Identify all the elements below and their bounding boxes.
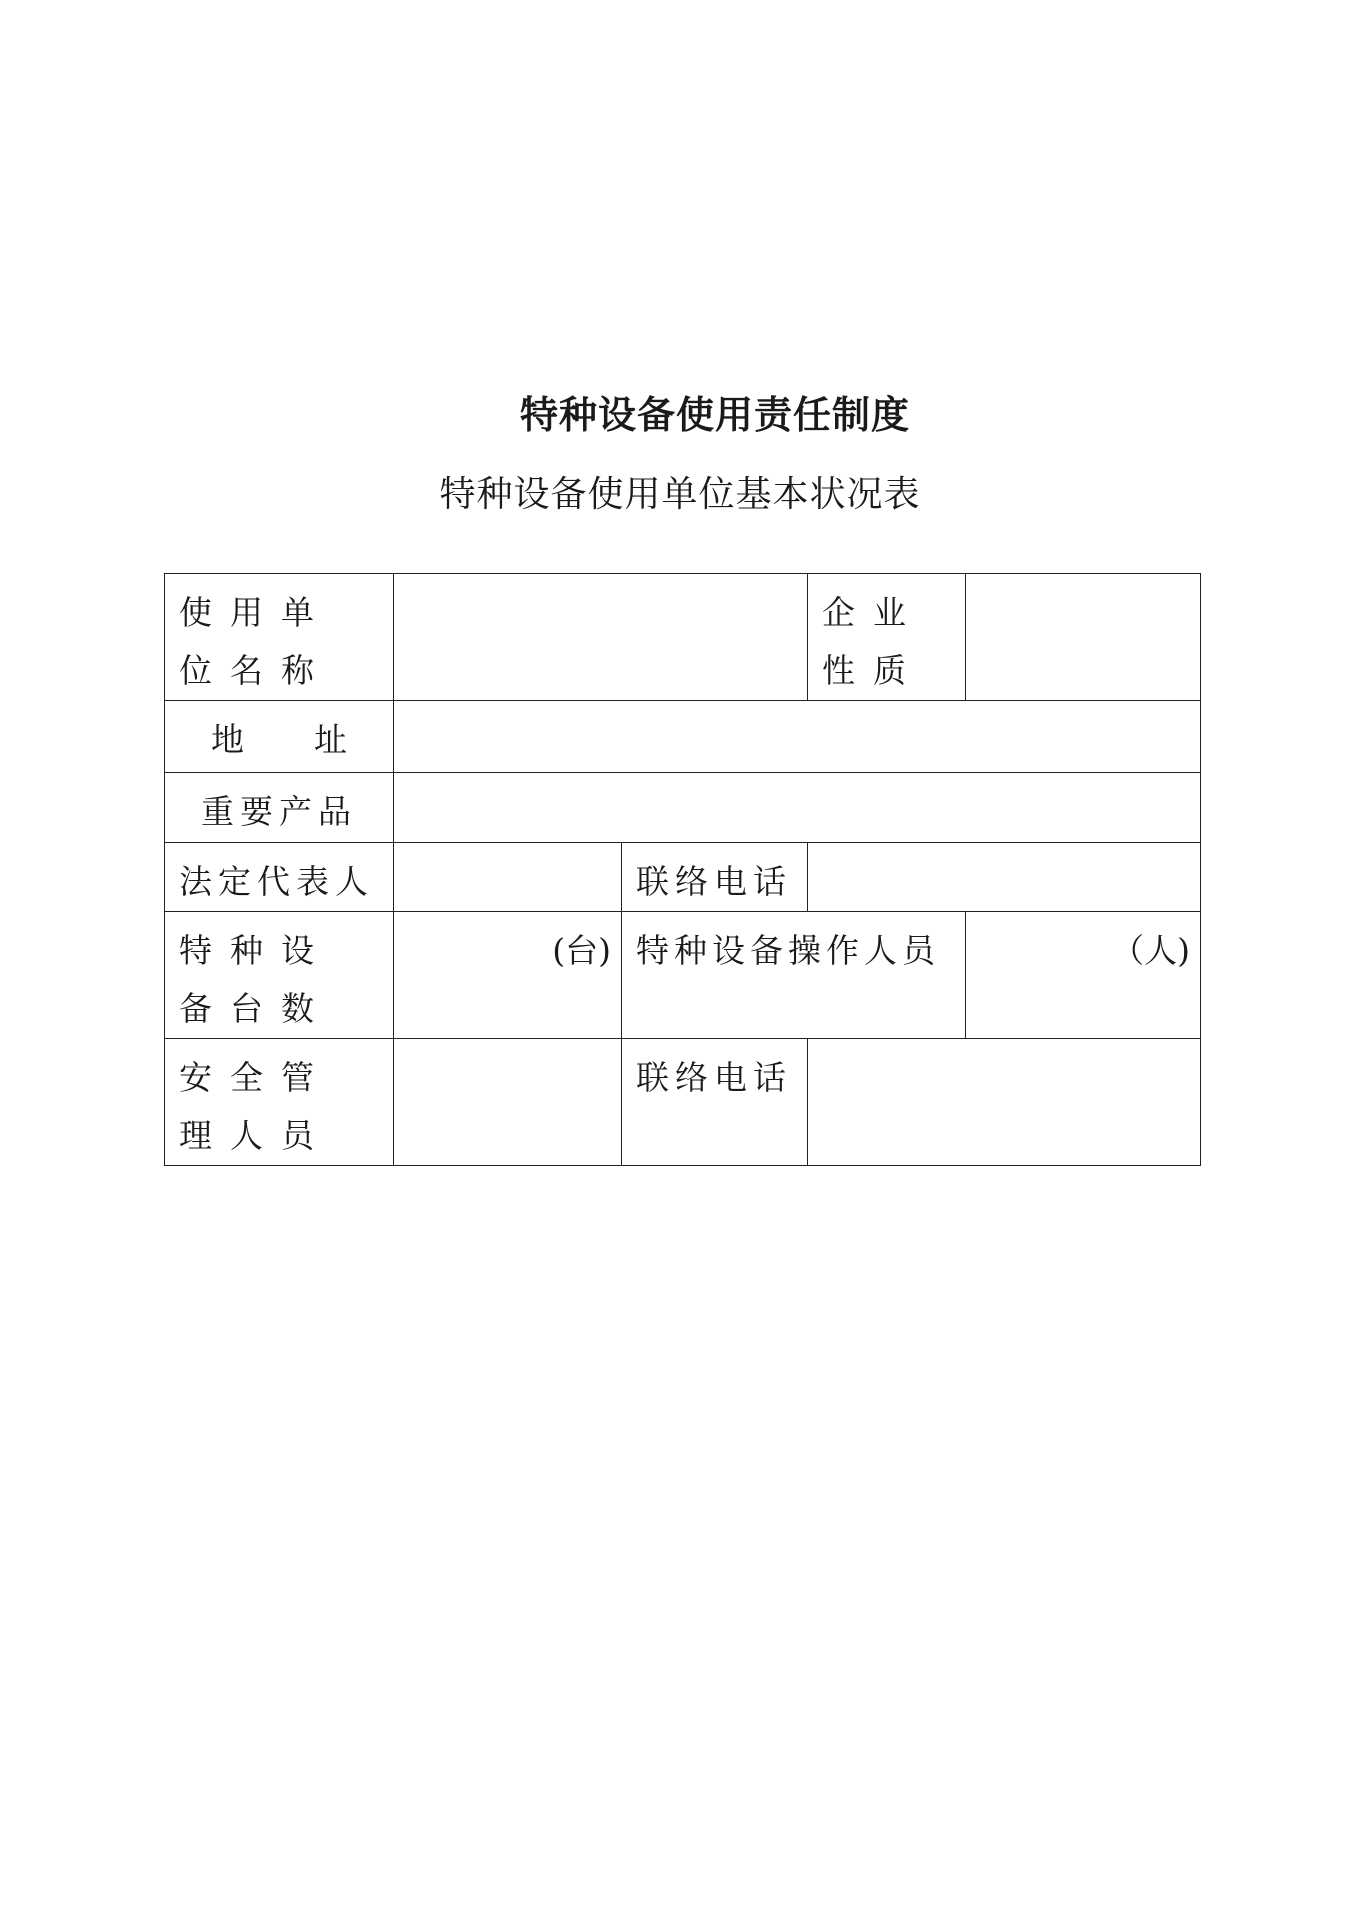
legal-rep-label: 法定代表人 (165, 843, 394, 912)
table-row (165, 912, 1201, 1039)
address-label-char-2: 址 (314, 720, 347, 759)
contact-phone-label: 联络电话 (622, 843, 808, 912)
table-row (165, 843, 1201, 912)
contact-phone-field[interactable] (808, 843, 1201, 912)
equipment-count-label: 特种设备台数 (165, 912, 394, 1039)
table-title: 特种设备使用单位基本状况表 (439, 474, 921, 515)
document-title: 特种设备使用责任制度 (519, 393, 910, 437)
unit-info-table (164, 573, 1201, 1166)
operators-count-field[interactable]: （人) (966, 912, 1201, 1039)
safety-manager-field[interactable] (394, 1039, 622, 1166)
safety-manager-label: 安全管理人员 (165, 1039, 394, 1166)
equipment-count-field[interactable]: (台) (394, 912, 622, 1039)
address-field[interactable] (394, 701, 1201, 773)
legal-rep-field[interactable] (394, 843, 622, 912)
unit-name-label: 使用单位名称 (165, 574, 394, 701)
enterprise-nature-label: 企业性质 (808, 574, 966, 701)
operators-label: 特种设备操作人员 (622, 912, 966, 1039)
table-row (165, 773, 1201, 843)
enterprise-nature-field[interactable] (966, 574, 1201, 701)
address-label-char-1: 地 (211, 720, 244, 759)
table-row (165, 1039, 1201, 1166)
address-label (165, 701, 394, 773)
main-products-label: 重要产品 (165, 773, 394, 843)
contact-phone-field-2[interactable] (808, 1039, 1201, 1166)
table-row (165, 701, 1201, 773)
table-row (165, 574, 1201, 701)
unit-name-field[interactable] (394, 574, 808, 701)
main-products-field[interactable] (394, 773, 1201, 843)
contact-phone-label-2: 联络电话 (622, 1039, 808, 1166)
